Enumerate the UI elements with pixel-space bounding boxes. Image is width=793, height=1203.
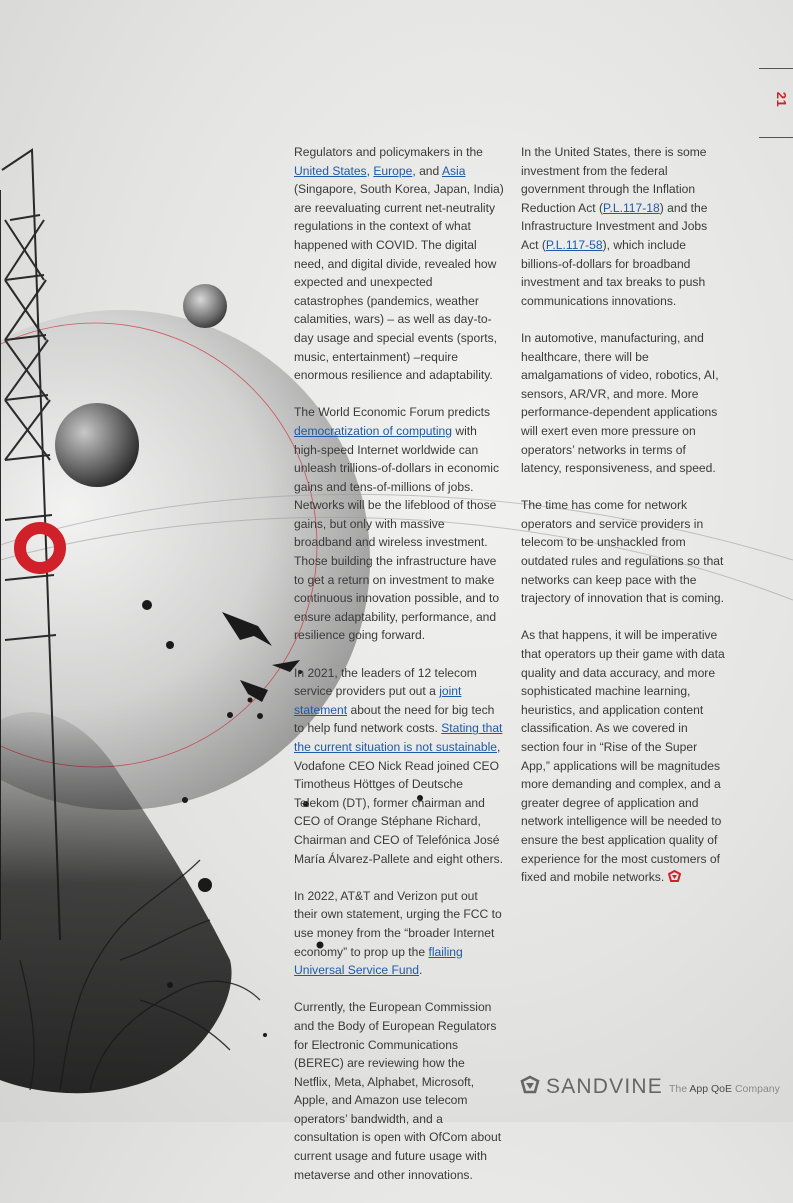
brand-tagline [669,1083,780,1095]
text-run: , Vodafone CEO Nick Read joined CEO Timotheus Höttges of Deutsche Telekom (DT), former chairman and CEO of Orange Stéphane Richard, Chairman and CEO of Telefónica José María Álvarez-Pallete and eight others. [294,740,504,866]
text-run: In automotive, manufacturing, and healthcare, there will be amalgamations of video, robotics, AI, sensors, AR/VR, and more. More performance-dependent applications will exert even more pressure on operators’ networks in terms of latency, responsiveness, and speed. [521,330,719,476]
text-run: , [366,163,374,178]
text-run: , and [412,163,442,178]
text-run: Currently, the European Commission and the Body of European Regulators for Electronic Communications (BEREC) are reviewing how the Netflix, Meta, Alphabet, Microsoft, Apple, and Amazon use telecom operators’ bandwidth, and a consultation is open with OfCom about current usage and future usage with metaverse and other innovations. [294,1000,502,1182]
right-column [521,143,727,907]
link-pl-117-58[interactable]: P.L.117-58 [545,237,603,252]
link-asia[interactable]: Asia [441,163,466,178]
text-run: about the need for big tech to help fund network costs. [294,702,495,736]
tagline-bold: App QoE [689,1083,733,1095]
text-run: with high-speed Internet worldwide can unleash trillions-of-dollars in economic gains and tens-of-millions of jobs. Networks will be the lifeblood of those gains, but only with massive broadband and wireless investment. Those building the infrastructure have to get a return on investment to make continuous innovation possible, and to ensure adaptability, performance, and resilience going forward. [294,423,500,643]
paragraph [521,626,727,888]
paragraph [294,998,504,1184]
left-column [294,143,504,1203]
text-run: In 2022, AT&T and Verizon put out their own statement, urging the FCC to use money from the “broader Internet economy” to prop up the [294,888,502,959]
paragraph [294,887,504,980]
link-not-sustainable[interactable]: Stating that the current situation is not sustainable [294,721,503,754]
paragraph [294,143,504,385]
text-run: Regulators and policymakers in the [294,145,483,159]
tagline-prefix: The [668,1083,690,1095]
text-run: (Singapore, South Korea, Japan, India) are reevaluating current net-neutrality regulations in the context of what happened with COVID. The digital need, and digital divide, revealed how expected and unexpected catastrophes (pandemics, weather calamities, wars) – as well as day-to-day usage and special events (sports, music, entertainment) –require enormous resilience and adaptability. [294,182,504,383]
paragraph [294,403,504,645]
link-united-states[interactable]: United States [294,163,367,178]
link-democratization-of-computing[interactable]: democratization of computing [294,423,452,438]
link-pl-117-18[interactable]: P.L.117-18 [603,200,660,215]
text-run: The World Economic Forum predicts [294,405,491,420]
text-run: In 2021, the leaders of 12 telecom service providers put out a [294,665,477,699]
link-universal-service-fund[interactable]: flailing Universal Service Fund [294,944,463,978]
text-run: In the United States, there is some investment from the federal government through the Inflation Reduction Act ( [521,145,707,215]
paragraph [294,664,504,869]
link-joint-statement[interactable]: joint statement [294,684,462,717]
small-moon [183,284,227,328]
text-run: ), which include billions-of-dollars for broadband investment and tax breaks to push communications innovations. [521,237,706,308]
link-europe[interactable]: Europe [373,163,413,178]
text-run: . [419,963,423,978]
paragraph [521,329,727,478]
sandvine-logo-icon [520,1075,540,1100]
footer-logo [520,1075,780,1099]
page-number: 21 [773,91,789,108]
sandvine-mark-icon [668,870,681,889]
paragraph [521,496,727,608]
dark-moon [55,403,139,487]
text-run: The time has come for network operators and service providers in telecom to be unshackled from outdated rules and regulations so that networks can keep pace with the trajectory of innovation that is coming. [521,498,725,606]
text-run: As that happens, it will be imperative that operators up their game with data quality and data accuracy, and more sophisticated machine learning, heuristics, and application content classification. As we covered in section four in “Rise of the Super App,” applications will be magnitudes more demanding and complex, and a greater degree of application and network intelligence will be needed to ensure the best application quality of experience for the most customers of fixed and mobile networks. [521,628,725,885]
text-run: ) and the Infrastructure Investment and Jobs Act ( [521,200,708,252]
brand-name: SANDVINE [546,1075,663,1098]
tagline-suffix: Company [732,1083,780,1095]
paragraph [521,143,727,310]
